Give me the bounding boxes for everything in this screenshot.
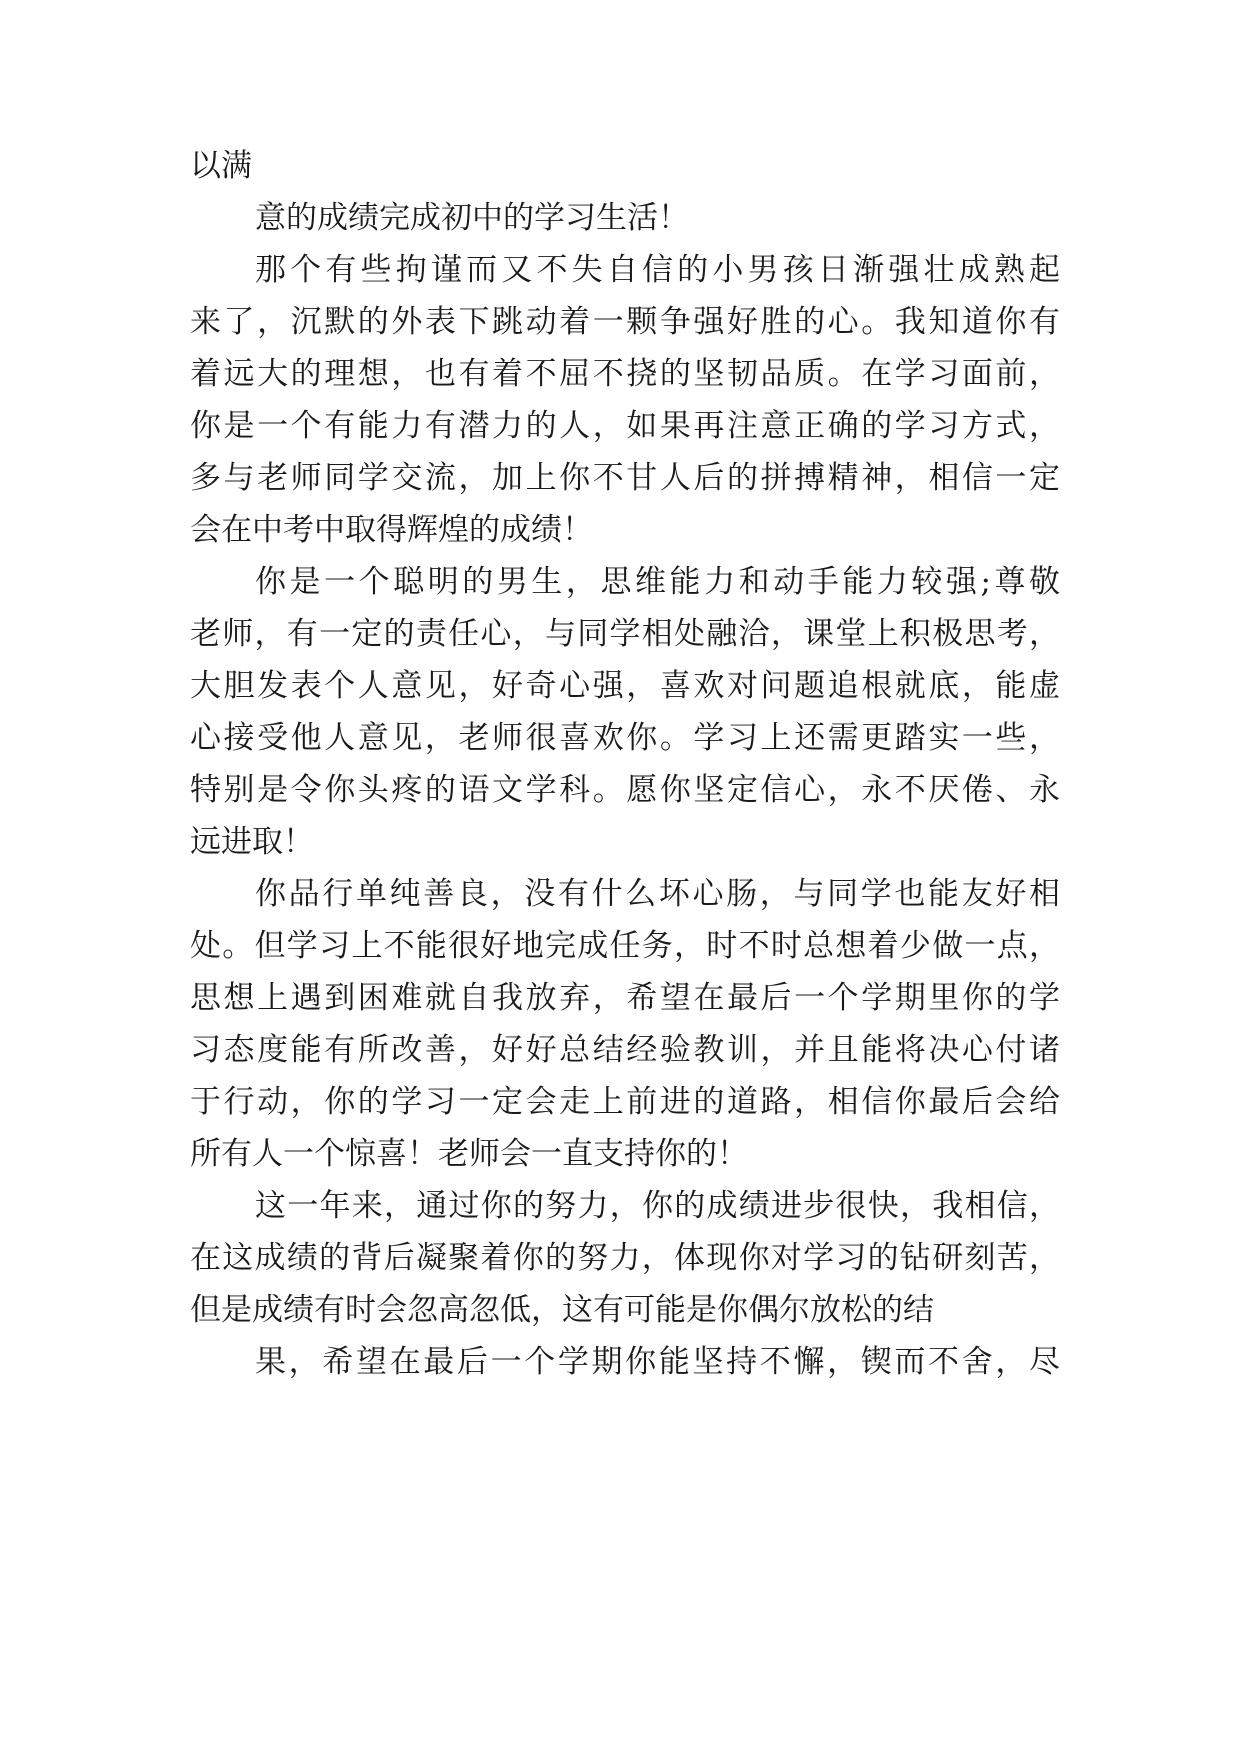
- text-line-13: 特别是令你头疼的语文学科。愿你坚定信心，永不厌倦、永: [190, 772, 1060, 808]
- text-line-18: 习态度能有所改善，好好总结经验教训，并且能将决心付诸: [190, 1032, 1060, 1068]
- text-line-17: 思想上遇到困难就自我放弃，希望在最后一个学期里你的学: [190, 980, 1060, 1016]
- text-line-21: 这一年来，通过你的努力，你的成绩进步很快，我相信，: [255, 1188, 1060, 1224]
- text-line-7: 多与老师同学交流，加上你不甘人后的拼搏精神，相信一定: [190, 460, 1060, 496]
- text-line-6: 你是一个有能力有潜力的人，如果再注意正确的学习方式，: [190, 408, 1060, 444]
- text-line-10: 老师，有一定的责任心，与同学相处融洽，课堂上积极思考，: [190, 616, 1060, 652]
- text-line-23: 但是成绩有时会忽高忽低，这有可能是你偶尔放松的结: [190, 1292, 934, 1328]
- text-line-2: 意的成绩完成初中的学习生活！: [255, 200, 689, 236]
- text-line-24: 果，希望在最后一个学期你能坚持不懈，锲而不舍，尽: [255, 1344, 1060, 1380]
- text-line-9: 你是一个聪明的男生，思维能力和动手能力较强;尊敬: [255, 564, 1060, 600]
- text-line-5: 着远大的理想，也有着不屈不挠的坚韧品质。在学习面前，: [190, 356, 1060, 392]
- text-line-15: 你品行单纯善良，没有什么坏心肠，与同学也能友好相: [255, 876, 1060, 912]
- text-line-1: 以满: [190, 148, 252, 184]
- text-line-19: 于行动，你的学习一定会走上前进的道路，相信你最后会给: [190, 1084, 1060, 1120]
- text-line-8: 会在中考中取得辉煌的成绩！: [190, 512, 593, 548]
- text-line-20: 所有人一个惊喜！老师会一直支持你的！: [190, 1136, 748, 1172]
- text-line-22: 在这成绩的背后凝聚着你的努力，体现你对学习的钻研刻苦，: [190, 1240, 1060, 1276]
- text-line-16: 处。但学习上不能很好地完成任务，时不时总想着少做一点，: [190, 928, 1060, 964]
- text-line-4: 来了，沉默的外表下跳动着一颗争强好胜的心。我知道你有: [190, 304, 1060, 340]
- text-line-12: 心接受他人意见，老师很喜欢你。学习上还需更踏实一些，: [190, 720, 1060, 756]
- text-line-14: 远进取！: [190, 824, 314, 860]
- text-line-11: 大胆发表个人意见，好奇心强，喜欢对问题追根就底，能虚: [190, 668, 1060, 704]
- text-line-3: 那个有些拘谨而又不失自信的小男孩日渐强壮成熟起: [255, 252, 1060, 288]
